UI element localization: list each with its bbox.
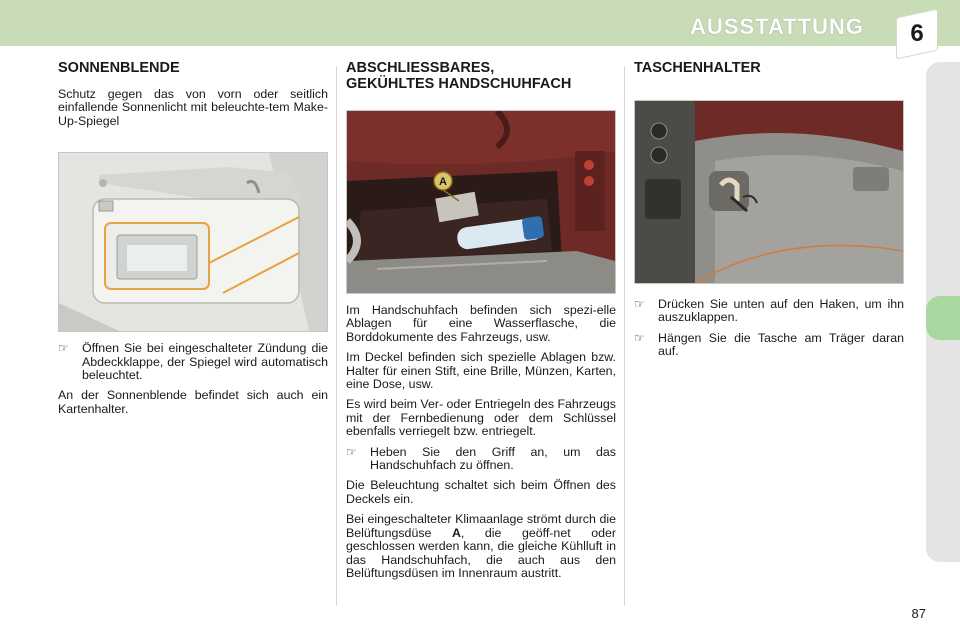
handschuhfach-para-1: Im Handschuhfach befinden sich spezi-elle Ablagen für eine Wasserflasche, die Borddokumente des Fahrzeugs, usw. xyxy=(346,303,616,344)
sun-visor-illustration xyxy=(59,153,327,331)
glovebox-figure xyxy=(346,110,616,294)
handschuhfach-bullet-1-text: Heben Sie den Griff an, um das Handschuhfach zu öffnen. xyxy=(370,444,616,473)
pointing-hand-icon: ☞ xyxy=(346,444,357,459)
bag-hook-illustration xyxy=(635,101,903,283)
handschuhfach-para-5-end: , die geöff-net oder geschlossen werden kann, die gleiche Kühlluft in das Handschuhfach, die auch aus den Belüftungsdüsen im Innenraum austritt. xyxy=(346,525,616,580)
chapter-rail-active-tab[interactable] xyxy=(926,296,960,340)
taschenhalter-bullet-1-text: Drücken Sie unten auf den Haken, um ihn auszuklappen. xyxy=(658,297,904,325)
section-title-taschenhalter: TASCHENHALTER xyxy=(634,60,761,76)
section-sonnenblende xyxy=(58,60,328,423)
glovebox-illustration xyxy=(347,111,615,293)
chapter-title: AUSSTATTUNG xyxy=(690,14,864,39)
taschenhalter-bullet-1 xyxy=(634,298,904,325)
sonnenblende-bullet-1 xyxy=(58,342,328,382)
chapter-number: 6 xyxy=(910,20,924,47)
taschenhalter-bullet-2-text: Hängen Sie die Tasche am Träger daran auf. xyxy=(658,330,904,359)
section-title-line-2: GEKÜHLTES HANDSCHUHFACH xyxy=(346,76,572,92)
handschuhfach-para-4: Die Beleuchtung schaltet sich beim Öffnen des Deckels ein. xyxy=(346,478,616,506)
vent-label-a: A xyxy=(451,525,461,540)
handschuhfach-bullet-1 xyxy=(346,446,616,473)
figure-label-a: A xyxy=(439,176,447,188)
pointing-hand-icon: ☞ xyxy=(58,341,69,356)
sonnenblende-intro: Schutz gegen das von vorn oder seitlich einfallende Sonnenlicht mit beleuchte-tem Make-Up-Spiegel xyxy=(58,87,328,128)
handschuhfach-para-2: Im Deckel befinden sich spezielle Ablagen bzw. Halter für einen Stift, eine Brille, Münzen, Karten, eine Dose, usw. xyxy=(346,350,616,392)
column-divider xyxy=(336,66,337,606)
pointing-hand-icon: ☞ xyxy=(634,297,645,311)
taschenhalter-bullet-2 xyxy=(634,332,904,359)
section-taschenhalter xyxy=(634,60,904,366)
page-number: 87 xyxy=(911,606,926,621)
pointing-hand-icon: ☞ xyxy=(634,330,645,345)
sonnenblende-para-1: An der Sonnenblende befindet sich auch ein Kartenhalter. xyxy=(58,388,328,416)
section-title-sonnenblende: SONNENBLENDE xyxy=(58,60,180,76)
column-divider xyxy=(624,66,625,606)
section-title-line-1: ABSCHLIESSBARES, xyxy=(346,60,495,76)
bag-hook-figure xyxy=(634,100,904,284)
sonnenblende-bullet-1-text: Öffnen Sie bei eingeschalteter Zündung die Abdeckklappe, der Spiegel wird automatisch beleuchtet. xyxy=(82,341,328,383)
handschuhfach-para-5 xyxy=(346,513,616,580)
section-title-handschuhfach xyxy=(346,60,616,92)
handschuhfach-para-3: Es wird beim Ver- oder Entriegeln des Fahrzeugs mit der Fernbedienung oder dem Schlüssel ebenfalls verriegelt bzw. entriegelt. xyxy=(346,397,616,439)
sun-visor-figure xyxy=(58,152,328,332)
handschuhfach-para-5-start: Bei eingeschalteter Klimaanlage strömt durch die Belüftungsdüse xyxy=(346,512,616,540)
section-handschuhfach xyxy=(346,60,616,587)
